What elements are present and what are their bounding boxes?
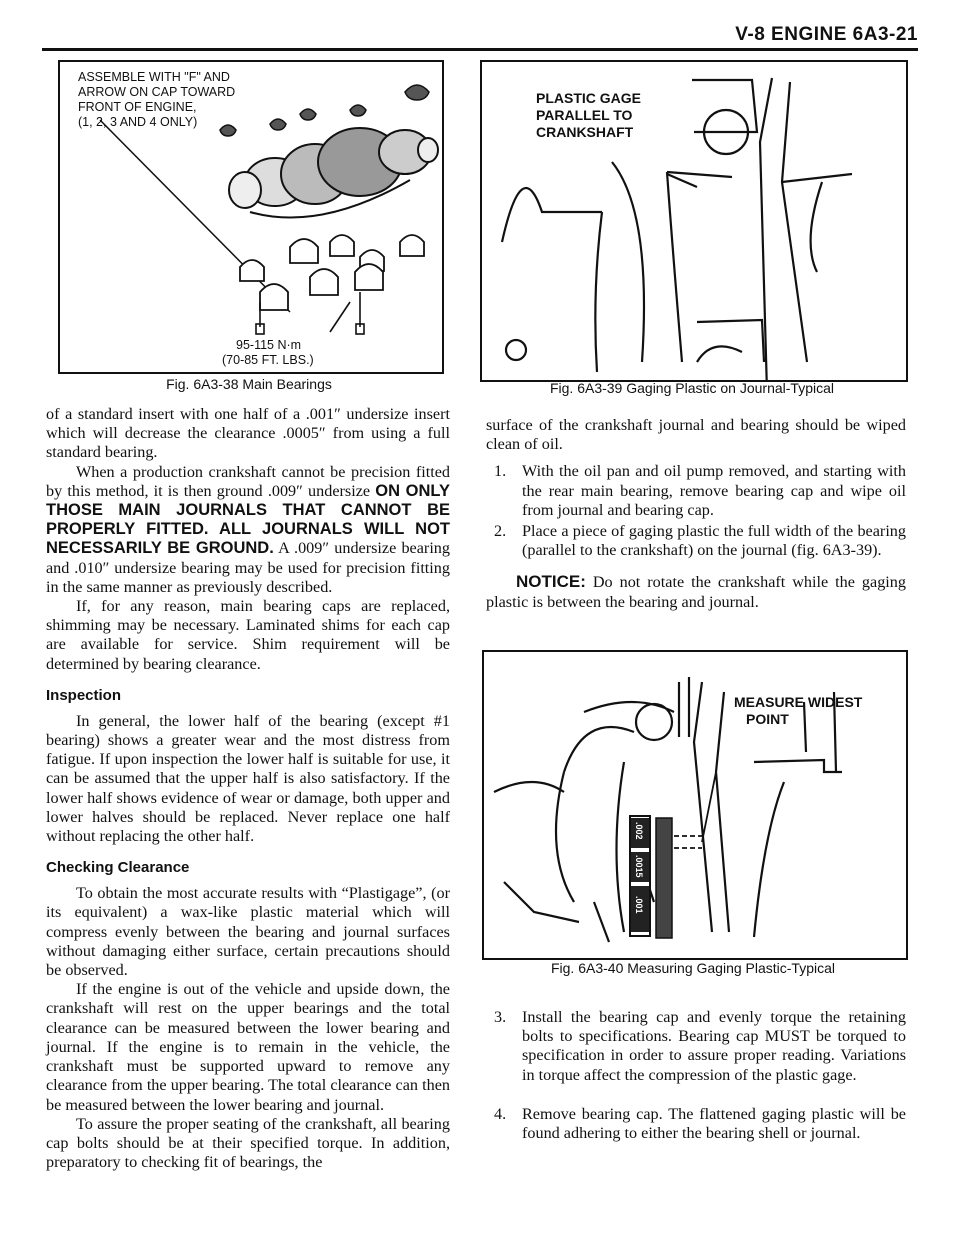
figure-gaging-plastic [480,60,908,382]
paragraph [46,463,450,597]
figure-measuring-gaging-plastic [482,650,908,960]
list-item [486,462,906,520]
torque-nm: 95-115 N·m [236,338,302,352]
fig40-label-line: POINT [746,711,789,727]
paragraph: of a standard insert with one half of a .001″ undersize insert which will decrease the clearance .0005″ from using a full standard bearing. [46,405,450,462]
fig40-label [734,694,862,728]
fig38-label [78,70,235,130]
list-item [486,522,906,560]
right-column-bottom [486,1008,906,1143]
fig39-label [536,90,641,141]
list-number: 2. [494,522,507,541]
fig38-label-line: (1, 2, 3 AND 4 ONLY) [78,115,198,129]
list-text: Remove bearing cap. The flattened gaging plastic will be found adhering to either the bearing shell or journal. [522,1104,906,1143]
paragraph: To assure the proper seating of the crankshaft, all bearing cap bolts should be at their specified torque. In addition, preparatory to checking fit of bearings, the [46,1114,450,1172]
page-title: V-8 ENGINE 6A3-21 [735,24,918,45]
text-run: When a production crankshaft cannot be precision fitted by this method, it is then ground .009″ undersize [46,462,450,500]
torque-ft: (70-85 FT. LBS.) [222,353,314,367]
scale-mark: .001 [634,896,644,914]
list-item [486,1105,906,1143]
list-number: 1. [494,462,507,481]
paragraph: In general, the lower half of the bearing (except #1 bearing) shows a greater wear and the most distress from fatigue. If upon inspection the lower half is suitable for use, it can be assumed that the upper half is also satisfactory. If the lower half shows evidence of wear or damage, both upper and lower halves should be replaced. Never replace one half without replacing the other half. [46,711,450,846]
notice-keyword: NOTICE: [516,572,586,592]
section-heading-inspection: Inspection [46,686,122,704]
right-column-top [486,416,906,612]
left-column [46,405,450,1172]
paragraph: surface of the crankshaft journal and bearing should be wiped clean of oil. [486,416,906,454]
notice-text: Do not rotate the crankshaft while the gaging plastic is between the bearing and journal. [486,573,906,611]
fig38-torque [222,338,314,368]
fig39-label-line: PLASTIC GAGE [536,90,642,106]
list-text: With the oil pan and oil pump removed, and starting with the rear main bearing, remove bearing cap and wipe oil from journal and bearing cap. [522,462,906,519]
page-header [42,24,918,46]
fig38-caption: Fig. 6A3-38 Main Bearings [166,376,332,392]
list-number: 4. [494,1104,507,1123]
list-item [486,1008,906,1085]
notice-paragraph [486,572,906,611]
fig38-label-line: ASSEMBLE WITH "F" AND [78,70,230,84]
paragraph: If the engine is out of the vehicle and upside down, the crankshaft will rest on the upper bearings and the total clearance can be measured between the lower bearing and journal. If the engine is to remain in the vehicle, the crankshaft must be supported upward to remove any clearance from the upper bearing. The total clearance can then be measured between the lower bearing and journal. [46,980,450,1114]
fig40-caption: Fig. 6A3-40 Measuring Gaging Plastic-Typical [550,960,836,976]
fig39-caption: Fig. 6A3-39 Gaging Plastic on Journal-Typical [549,380,835,396]
header-rule [42,48,918,51]
figure-main-bearings [58,60,444,374]
paragraph: To obtain the most accurate results with “Plastigage”, (or its equivalent) a wax-like plastic material which will compress evenly between the bearing and journal surfaces without damaging either surface, certain precautions should be observed. [46,884,450,980]
list-text: Place a piece of gaging plastic the full width of the bearing (parallel to the crankshaft) on the journal (fig. 6A3-39). [522,522,906,560]
scale-mark: .002 [634,822,644,840]
section-heading-checking-clearance: Checking Clearance [46,859,190,877]
fig40-label-line: MEASURE WIDEST [734,694,863,710]
fig39-label-line: CRANKSHAFT [536,124,634,140]
list-text: Install the bearing cap and evenly torque the retaining bolts to specifications. Bearing cap MUST be torqued to specification in order to assure proper reading. Variations in torque affect the compression of the plastic gage. [522,1008,906,1084]
emphasis-text: ON ONLY THOSE MAIN JOURNALS THAT CANNOT BE PROPERLY FITTED. ALL JOURNALS WILL NOT NECESSARILY BE GROUND. [46,481,451,558]
fig38-label-line: FRONT OF ENGINE, [78,100,197,114]
text-run: A .009″ undersize bearing and .010″ undersize bearing may be used for precision fitting in the same manner as previously described. [46,539,450,596]
list-number: 3. [494,1008,507,1026]
fig39-label-line: PARALLEL TO [536,107,633,123]
paragraph: If, for any reason, main bearing caps are replaced, shimming may be necessary. Laminated shims for each cap are available for service. Shim requirement will be determined by bearing clearance. [46,597,450,673]
scale-mark: .0015 [634,855,644,878]
fig38-label-line: ARROW ON CAP TOWARD [78,85,236,99]
